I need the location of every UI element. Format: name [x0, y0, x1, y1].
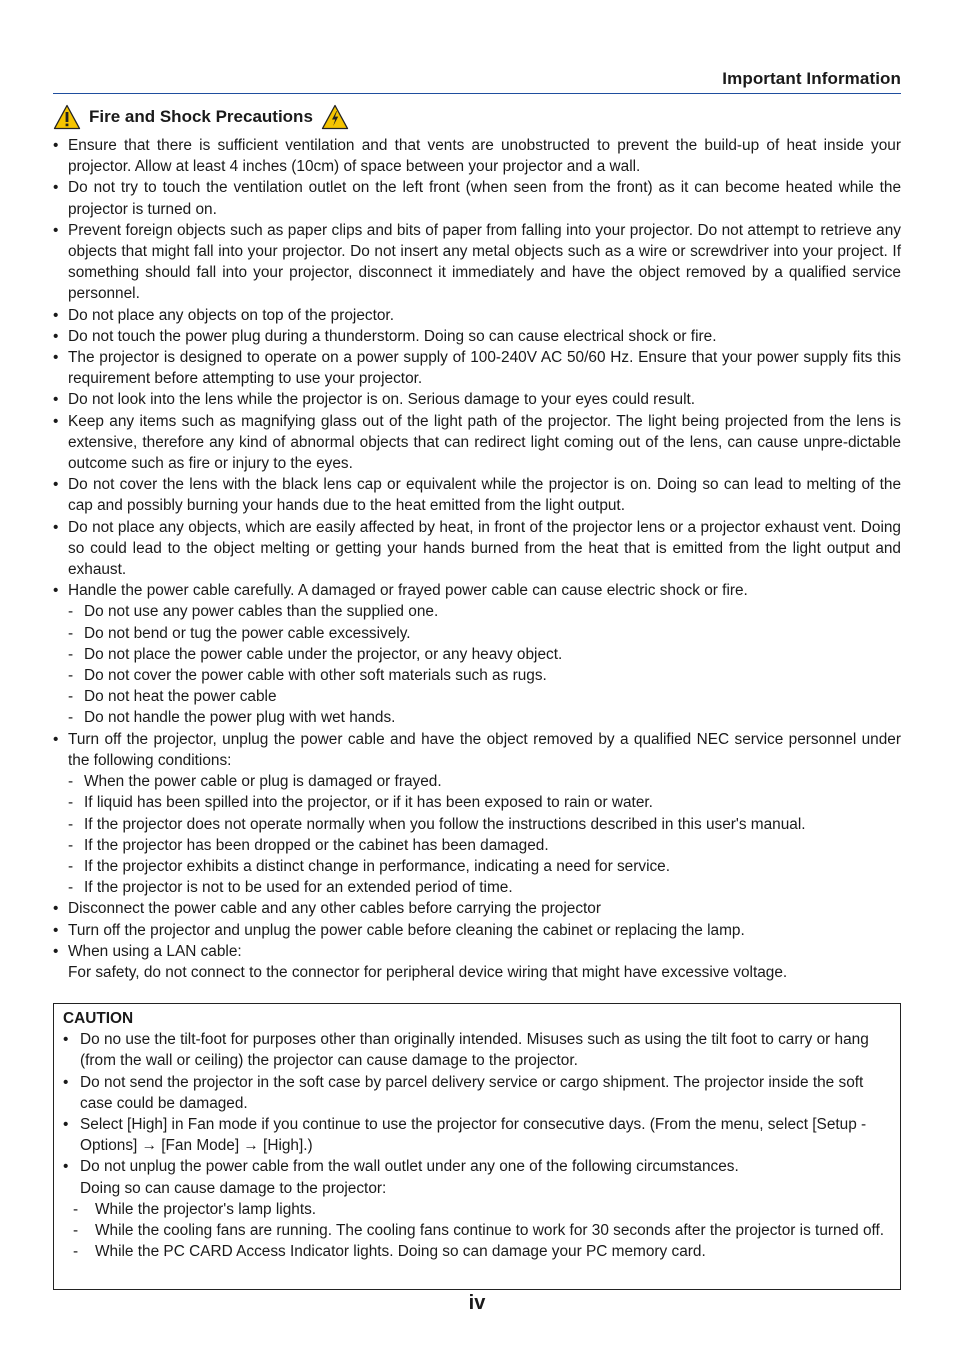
- caution-box: [53, 1003, 901, 1290]
- bullet-mark: •: [63, 1158, 69, 1176]
- bullet-mark: •: [53, 349, 59, 367]
- list-item: [53, 941, 901, 962]
- caution-item: [63, 1156, 890, 1177]
- bullet-mark: •: [63, 1031, 69, 1049]
- list-item-text: Turn off the projector and unplug the power cable before cleaning the cabinet or replacing the lamp.: [68, 921, 745, 939]
- sub-list-item: [53, 856, 901, 877]
- caution-sub-item-text: While the PC CARD Access Indicator lights. Doing so can damage your PC memory card.: [95, 1243, 706, 1261]
- caution-heading: CAUTION: [63, 1010, 134, 1027]
- bullet-mark: •: [53, 942, 59, 960]
- bullet-mark: •: [53, 412, 59, 430]
- list-item: [53, 305, 901, 326]
- sub-list-item: [53, 665, 901, 686]
- dash-mark: -: [68, 857, 74, 875]
- bullet-mark: •: [53, 582, 59, 600]
- dash-mark: -: [68, 879, 74, 897]
- dash-mark: -: [68, 624, 74, 642]
- list-item: [53, 135, 901, 177]
- list-item: [53, 474, 901, 516]
- sub-list-item: [53, 792, 901, 813]
- dash-mark: -: [68, 815, 74, 833]
- header-rule: [53, 93, 901, 94]
- sub-list-item: [53, 877, 901, 898]
- dash-mark: -: [73, 1243, 79, 1261]
- section-title: Fire and Shock Precautions: [89, 107, 313, 126]
- caution-sub-item-text: While the projector's lamp lights.: [95, 1200, 317, 1218]
- list-item-text: Ensure that there is sufficient ventilation and that vents are unobstructed to prevent the build-up of heat inside your projector. Allow at least 4 inches (10cm) of space between your projector and a wall.: [68, 137, 901, 176]
- caution-item-text: Do not send the projector in the soft case by parcel delivery service or cargo shipment. The projector inside the soft case could be damaged.: [80, 1073, 864, 1112]
- bullet-mark: •: [53, 730, 59, 748]
- dash-mark: -: [68, 836, 74, 854]
- precautions-list: [53, 135, 901, 983]
- sub-list-item-text: If the projector exhibits a distinct change in performance, indicating a need for service.: [84, 857, 671, 875]
- section-heading: [53, 102, 349, 132]
- dash-mark: -: [68, 794, 74, 812]
- bullet-mark: •: [53, 137, 59, 154]
- dash-mark: -: [68, 603, 74, 621]
- caution-item-continuation: Doing so can cause damage to the projector:: [80, 1179, 387, 1197]
- dash-mark: -: [68, 667, 74, 685]
- sub-list-item-text: Do not handle the power plug with wet hands.: [84, 709, 396, 727]
- bullet-mark: •: [53, 921, 59, 939]
- list-item-text: Do not try to touch the ventilation outlet on the left front (when seen from the front) as it can become heated while the projector is turned on.: [68, 179, 901, 218]
- caution-list: [63, 1029, 890, 1262]
- sub-list-item-text: If the projector does not operate normally when you follow the instructions described in this user's manual.: [84, 815, 806, 833]
- sub-list-item: [53, 686, 901, 707]
- caution-item: [63, 1029, 890, 1071]
- bullet-mark: •: [53, 476, 59, 494]
- sub-list-item-text: Do not heat the power cable: [84, 688, 277, 706]
- bullet-mark: •: [53, 306, 59, 324]
- electric-shock-triangle-icon: [321, 104, 349, 130]
- sub-list-item: [53, 771, 901, 792]
- bullet-mark: •: [63, 1073, 69, 1091]
- list-item-text: Handle the power cable carefully. A damaged or frayed power cable can cause electric shock or fire.: [68, 582, 748, 600]
- list-item-text: Turn off the projector, unplug the power cable and have the object removed by a qualified NEC service personnel under the following conditions:: [68, 730, 901, 769]
- page-header-title: Important Information: [722, 69, 901, 88]
- caution-sub-item: [63, 1220, 890, 1241]
- sub-list-item-text: If liquid has been spilled into the projector, or if it has been exposed to rain or water.: [84, 794, 653, 812]
- bullet-mark: •: [53, 221, 59, 239]
- caution-item-text: Do not unplug the power cable from the wall outlet under any one of the following circumstances.: [80, 1158, 739, 1176]
- dash-mark: -: [68, 773, 74, 791]
- list-item-text: Do not touch the power plug during a thunderstorm. Doing so can cause electrical shock or fire.: [68, 327, 717, 345]
- caution-item-text: Do no use the tilt-foot for purposes other than originally intended. Misuses such as using the tilt foot to carry or hang (from the wall or ceiling) the projector can cause damage to the projector.: [80, 1031, 869, 1070]
- list-item: [53, 389, 901, 410]
- list-item-continuation: For safety, do not connect to the connector for peripheral device wiring that might have excessive voltage.: [68, 963, 788, 981]
- list-item: [53, 898, 901, 919]
- dash-mark: -: [68, 709, 74, 727]
- list-item: [53, 220, 901, 305]
- dash-mark: -: [68, 688, 74, 706]
- sub-list-item: [53, 707, 901, 728]
- list-item: [53, 326, 901, 347]
- list-item-text: Prevent foreign objects such as paper clips and bits of paper from falling into your projector. Do not attempt to retrieve any objects that might fall into your projector. Do not insert any metal objects such as a wire or screwdriver into your project. If something should fall into your projector, disconnect it immediately and have the object removed by a qualified service personnel.: [68, 221, 901, 303]
- caution-sub-item: [63, 1199, 890, 1220]
- list-item: [53, 517, 901, 581]
- bullet-mark: •: [53, 518, 59, 536]
- caution-item: [63, 1072, 890, 1114]
- sub-list-item: [53, 623, 901, 644]
- list-item: [53, 177, 901, 219]
- sub-list-item: [53, 644, 901, 665]
- bullet-mark: •: [63, 1116, 69, 1134]
- sub-list-item-text: When the power cable or plug is damaged or frayed.: [84, 773, 442, 791]
- bullet-mark: •: [53, 327, 59, 345]
- list-item-text: The projector is designed to operate on a power supply of 100-240V AC 50/60 Hz. Ensure that your power supply fits this requirement before attempting to use your projector.: [68, 349, 901, 388]
- sub-list-item-text: Do not cover the power cable with other soft materials such as rugs.: [84, 667, 547, 685]
- dash-mark: -: [73, 1200, 79, 1218]
- list-item-text: Do not place any objects, which are easily affected by heat, in front of the projector lens or a projector exhaust vent. Doing so could lead to the object melting or getting your hands burned from the heat that is emitted from the light output and exhaust.: [68, 518, 901, 579]
- caution-item-text: Select [High] in Fan mode if you continue to use the projector for consecutive days. (From the menu, select [Setup - Options] → [Fan Mode] → [High].): [80, 1116, 867, 1155]
- list-item-text: When using a LAN cable:: [68, 942, 242, 960]
- sub-list-item-text: Do not use any power cables than the supplied one.: [84, 603, 439, 621]
- list-item-text: Keep any items such as magnifying glass out of the light path of the projector. The light being projected from the lens is extensive, therefore any kind of abnormal objects that can redirect light coming out of the lens, can cause unpre-dictable outcome such as fire or injury to the eyes.: [68, 412, 901, 473]
- list-item-text: Do not cover the lens with the black lens cap or equivalent while the projector is on. Doing so can lead to melting of the cap and possibly burning your hands due to the heat emitted from the light output.: [68, 476, 901, 515]
- sub-list-item-text: Do not place the power cable under the projector, or any heavy object.: [84, 645, 563, 663]
- list-item: [53, 920, 901, 941]
- warning-triangle-icon: [53, 104, 81, 130]
- sub-list-item-text: If the projector is not to be used for an extended period of time.: [84, 879, 513, 897]
- caution-item: [63, 1114, 890, 1156]
- sub-list-item: [53, 835, 901, 856]
- caution-sub-item: [63, 1241, 890, 1262]
- list-item-text: Disconnect the power cable and any other cables before carrying the projector: [68, 900, 601, 918]
- page-number: iv: [468, 1292, 486, 1314]
- list-item: [53, 347, 901, 389]
- dash-mark: -: [68, 645, 74, 663]
- bullet-mark: •: [53, 391, 59, 409]
- list-item-text: Do not place any objects on top of the projector.: [68, 306, 394, 324]
- bullet-mark: •: [53, 179, 59, 197]
- list-item: [53, 411, 901, 475]
- bullet-mark: •: [53, 900, 59, 918]
- list-item-text: Do not look into the lens while the projector is on. Serious damage to your eyes could result.: [68, 391, 696, 409]
- sub-list-item: [53, 814, 901, 835]
- sub-list-item: [53, 601, 901, 622]
- dash-mark: -: [73, 1222, 79, 1240]
- caution-sub-item-text: While the cooling fans are running. The cooling fans continue to work for 30 seconds after the projector is turned off.: [95, 1222, 885, 1240]
- list-item: [53, 580, 901, 601]
- list-item: [53, 729, 901, 771]
- sub-list-item-text: Do not bend or tug the power cable excessively.: [84, 624, 411, 642]
- sub-list-item-text: If the projector has been dropped or the cabinet has been damaged.: [84, 836, 549, 854]
